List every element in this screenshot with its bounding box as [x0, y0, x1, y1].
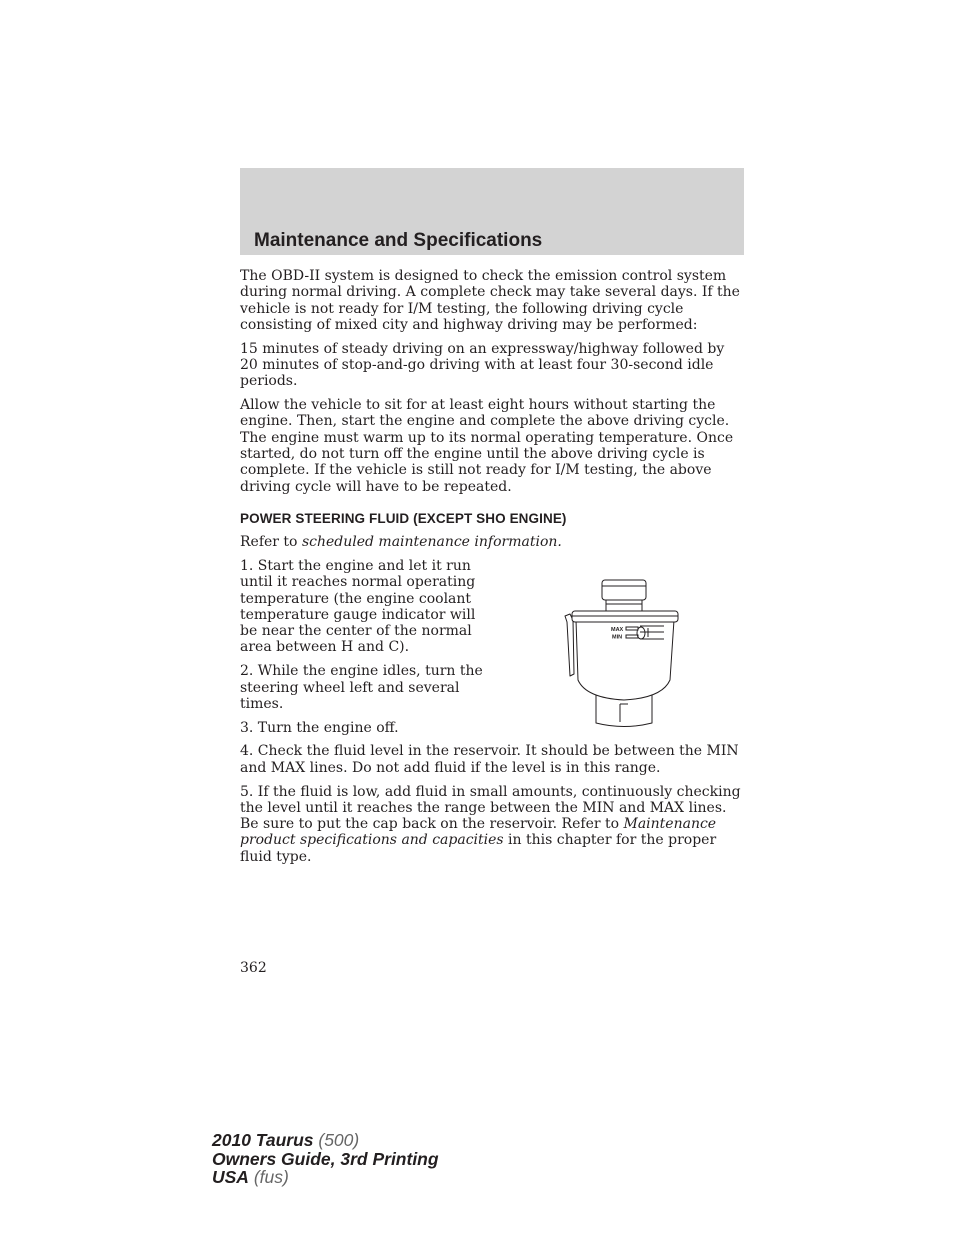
footer-model: 2010 Taurus	[212, 1130, 314, 1150]
step-4: 4. Check the fluid level in the reservoir. It should be between the MIN and MAX lines. Do not add fluid if the level is in this range.	[240, 743, 739, 776]
document-footer	[212, 1131, 439, 1187]
step-2: 2. While the engine idles, turn the steering wheel left and several times.	[240, 663, 483, 712]
step-5-suffix: in this chapter for the proper fluid type.	[240, 832, 717, 865]
section-header-band	[240, 168, 744, 255]
step-5	[240, 784, 744, 865]
intro-paragraph-2: 15 minutes of steady driving on an expressway/highway followed by 20 minutes of stop-and-go driving with at least four 30-second idle periods.	[240, 340, 725, 390]
steps-with-figure	[240, 558, 744, 736]
page-number: 362	[240, 960, 267, 976]
max-label: MAX	[611, 626, 624, 633]
section-title: Maintenance and Specifications	[254, 230, 543, 251]
step-5-italic-text: Maintenance product specifications and capacities	[240, 816, 717, 849]
intro-paragraph-3: Allow the vehicle to sit for at least eight hours without starting the engine. Then, start the engine and complete the above driving cycle. The engine must warm up to its normal operating temperature. Once started, do not turn off the engine until the above driving cycle is complete. If the vehicle is still not ready for I/M testing, the above driving cycle will have to be repeated.	[240, 397, 734, 495]
step-5-prefix: 5. If the fluid is low, add fluid in small amounts, continuously checking the level until it reaches the range between the MIN and MAX lines. Be sure to put the cap back on the reservoir. Refer to	[240, 783, 741, 833]
footer-line-2	[212, 1150, 439, 1169]
footer-line-3	[212, 1168, 439, 1187]
refer-italic-text: scheduled maintenance information.	[301, 534, 562, 551]
footer-model-code: (500)	[313, 1130, 360, 1150]
footer-guide: Owners Guide, 3rd Printing	[212, 1148, 439, 1169]
footer-line-1	[212, 1131, 439, 1150]
power-steering-heading: POWER STEERING FLUID (EXCEPT SHO ENGINE)	[240, 510, 567, 526]
min-label: MIN	[612, 634, 623, 641]
step-3: 3. Turn the engine off.	[240, 719, 399, 736]
step-1: 1. Start the engine and let it run until it reaches normal operating temperature (the engine coolant temperature gauge indicator will be near the center of the normal area between H and C).	[240, 557, 476, 656]
steps-left-column	[240, 558, 490, 736]
footer-market: USA	[212, 1167, 249, 1187]
refer-line	[240, 534, 744, 550]
intro-paragraph-1: The OBD-II system is designed to check the emission control system during normal driving. A complete check may take several days. If the vehicle is not ready for I/M testing, the following driving cycle consisting of mixed city and highway driving may be performed:	[240, 268, 740, 333]
power-steering-reservoir-figure	[562, 576, 686, 734]
refer-prefix: Refer to	[240, 534, 302, 551]
footer-market-code: (fus)	[248, 1167, 289, 1187]
page-content	[240, 268, 744, 873]
